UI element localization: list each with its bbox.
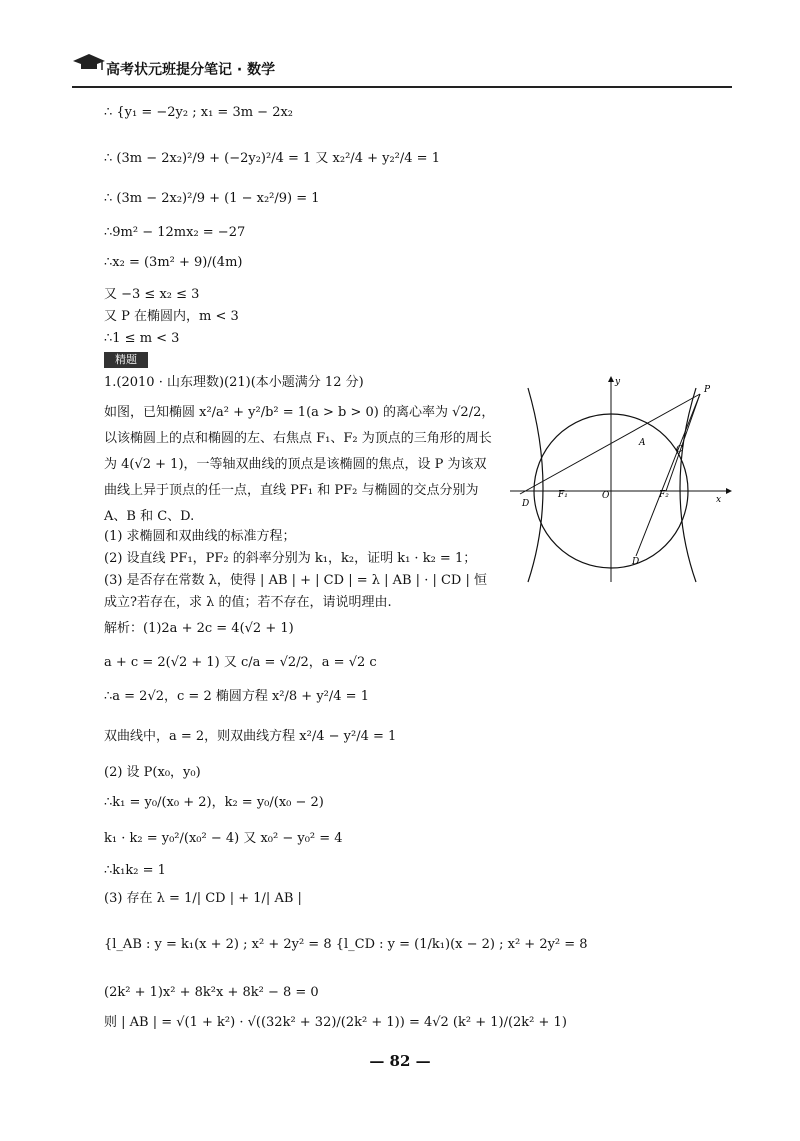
solution-line: 则 | AB | = √(1 + k²) · √((32k² + 32)/(2k² + 1)) = 4√2 (k² + 1)/(2k² + 1)	[104, 1015, 567, 1030]
label-x: x	[716, 495, 722, 505]
question-2: (2) 设直线 PF₁，PF₂ 的斜率分别为 k₁，k₂，证明 k₁ · k₂ = 1；	[104, 551, 477, 566]
text-line: ∴ {y₁ = −2y₂ ; x₁ = 3m − 2x₂	[104, 105, 294, 120]
solution-line: ∴k₁ = y₀/(x₀ + 2)，k₂ = y₀/(x₀ − 2)	[104, 795, 324, 810]
text-line: ∴ (3m − 2x₂)²/9 + (−2y₂)²/4 = 1 又 x₂²/4 + y₂²/4 = 1	[104, 151, 440, 166]
solution-line: {l_AB : y = k₁(x + 2) ; x² + 2y² = 8 {l_CD : y = (1/k₁)(x − 2) ; x² + 2y² = 8	[104, 937, 588, 952]
section-badge: 精题	[104, 352, 148, 368]
solution-line: 双曲线中，a = 2，则双曲线方程 x²/4 − y²/4 = 1	[104, 729, 397, 744]
text-line: ∴x₂ = (3m² + 9)/(4m)	[104, 255, 243, 270]
solution-line: 解析：(1)2a + 2c = 4(√2 + 1)	[104, 621, 294, 636]
text-line: 又 −3 ≤ x₂ ≤ 3	[104, 287, 200, 302]
text-line: ∴9m² − 12mx₂ = −27	[104, 225, 246, 240]
solution-line: a + c = 2(√2 + 1) 又 c/a = √2/2，a = √2 c	[104, 655, 377, 670]
page-number: — 82 —	[369, 1052, 431, 1070]
ellipse-hyperbola-figure	[506, 370, 736, 590]
graduation-cap-icon	[72, 52, 106, 78]
label-f1: F₁	[558, 490, 568, 500]
label-d-bottom: D	[632, 557, 640, 567]
solution-line: ∴a = 2√2，c = 2 椭圆方程 x²/8 + y²/4 = 1	[104, 689, 369, 704]
solution-line: k₁ · k₂ = y₀²/(x₀² − 4) 又 x₀² − y₀² = 4	[104, 831, 343, 846]
label-f2: F₂	[659, 490, 669, 500]
question-3-cont: 成立?若存在，求 λ 的值；若不存在，请说明理由.	[104, 595, 392, 610]
question-1: (1) 求椭圆和双曲线的标准方程；	[104, 529, 296, 544]
page-header-title: 高考状元班提分笔记 · 数学	[106, 62, 276, 78]
solution-line: ∴k₁k₂ = 1	[104, 863, 166, 878]
problem-heading: 1.(2010 · 山东理数)(21)(本小题满分 12 分)	[104, 375, 364, 390]
label-c: C	[676, 445, 683, 455]
line-pf2	[636, 394, 700, 556]
solution-line: (3) 存在 λ = 1/| CD | + 1/| AB |	[104, 891, 302, 906]
text-line: ∴1 ≤ m < 3	[104, 331, 180, 346]
solution-line: (2k² + 1)x² + 8k²x + 8k² − 8 = 0	[104, 985, 319, 1000]
text-line: 又 P 在椭圆内，m < 3	[104, 309, 239, 324]
problem-statement: 如图，已知椭圆 x²/a² + y²/b² = 1(a > b > 0) 的离心率为 √2/2，以该椭圆上的点和椭圆的左、右焦点 F₁、F₂ 为顶点的三角形的周长为 4(√2 + 1)，一等轴双曲线的顶点是该椭圆的焦点，设 P 为该双曲线上异于顶点的任一点，直线 PF₁ 和 PF₂ 与椭圆的交点分别为 A、B 和 C、D.	[104, 405, 495, 524]
label-o: O	[602, 491, 610, 501]
solution-line: (2) 设 P(x₀，y₀)	[104, 765, 201, 780]
text-line: ∴ (3m − 2x₂)²/9 + (1 − x₂²/9) = 1	[104, 191, 320, 206]
header-rule	[72, 86, 732, 88]
label-a: A	[639, 438, 646, 448]
line-pf1	[520, 394, 700, 494]
question-3: (3) 是否存在常数 λ，使得 | AB | + | CD | = λ | AB | · | CD | 恒	[104, 573, 487, 588]
label-p: P	[704, 385, 711, 395]
label-y: y	[615, 377, 621, 387]
label-d-left: D	[522, 499, 530, 509]
